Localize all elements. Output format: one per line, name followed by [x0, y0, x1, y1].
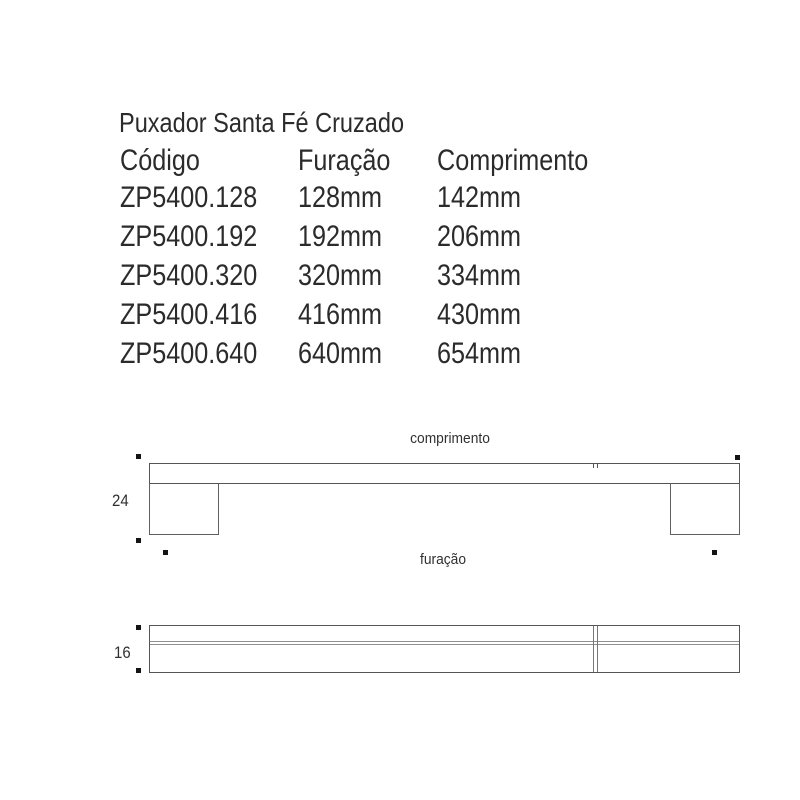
handle-top-view-outline	[149, 625, 740, 673]
hole-position-dot	[163, 550, 168, 555]
dimension-dot	[735, 455, 740, 460]
comprimento-dimension-label: comprimento	[410, 430, 490, 447]
cell-codigo: ZP5400.640	[120, 337, 258, 370]
cell-codigo: ZP5400.128	[120, 181, 258, 214]
width-dimension-label: 16	[114, 643, 131, 662]
dimension-dot	[136, 625, 141, 630]
col-header-codigo: Código	[120, 144, 200, 177]
cell-comprimento: 334mm	[437, 259, 522, 292]
col-header-comprimento: Comprimento	[437, 144, 589, 177]
cell-furacao: 128mm	[298, 181, 383, 214]
hole-position-dot	[712, 550, 717, 555]
dimension-dot	[136, 668, 141, 673]
handle-right-post-outline	[670, 483, 740, 535]
handle-bar-outline	[149, 463, 740, 484]
cell-furacao: 192mm	[298, 220, 383, 253]
joint-tick-line	[597, 464, 598, 468]
col-header-furacao: Furação	[298, 144, 391, 177]
cell-comprimento: 654mm	[437, 337, 522, 370]
top-view-joint-line	[597, 626, 598, 672]
cell-comprimento: 430mm	[437, 298, 522, 331]
cell-furacao: 640mm	[298, 337, 383, 370]
handle-left-post-outline	[149, 483, 219, 535]
cell-comprimento: 142mm	[437, 181, 522, 214]
cell-furacao: 416mm	[298, 298, 383, 331]
furacao-dimension-label: furação	[419, 551, 467, 568]
dimension-dot	[136, 538, 141, 543]
cell-codigo: ZP5400.416	[120, 298, 258, 331]
height-dimension-label: 24	[112, 491, 129, 510]
page-title	[119, 107, 458, 139]
cell-furacao: 320mm	[298, 259, 383, 292]
joint-tick-line	[593, 464, 594, 468]
dimension-dot	[136, 454, 141, 459]
cell-codigo: ZP5400.320	[120, 259, 258, 292]
page-title-text: Puxador Santa Fé Cruzado	[119, 107, 405, 138]
cell-codigo: ZP5400.192	[120, 220, 258, 253]
cell-comprimento: 206mm	[437, 220, 522, 253]
top-view-inner-line	[150, 641, 739, 642]
top-view-joint-line	[593, 626, 594, 672]
top-view-inner-line	[150, 644, 739, 645]
